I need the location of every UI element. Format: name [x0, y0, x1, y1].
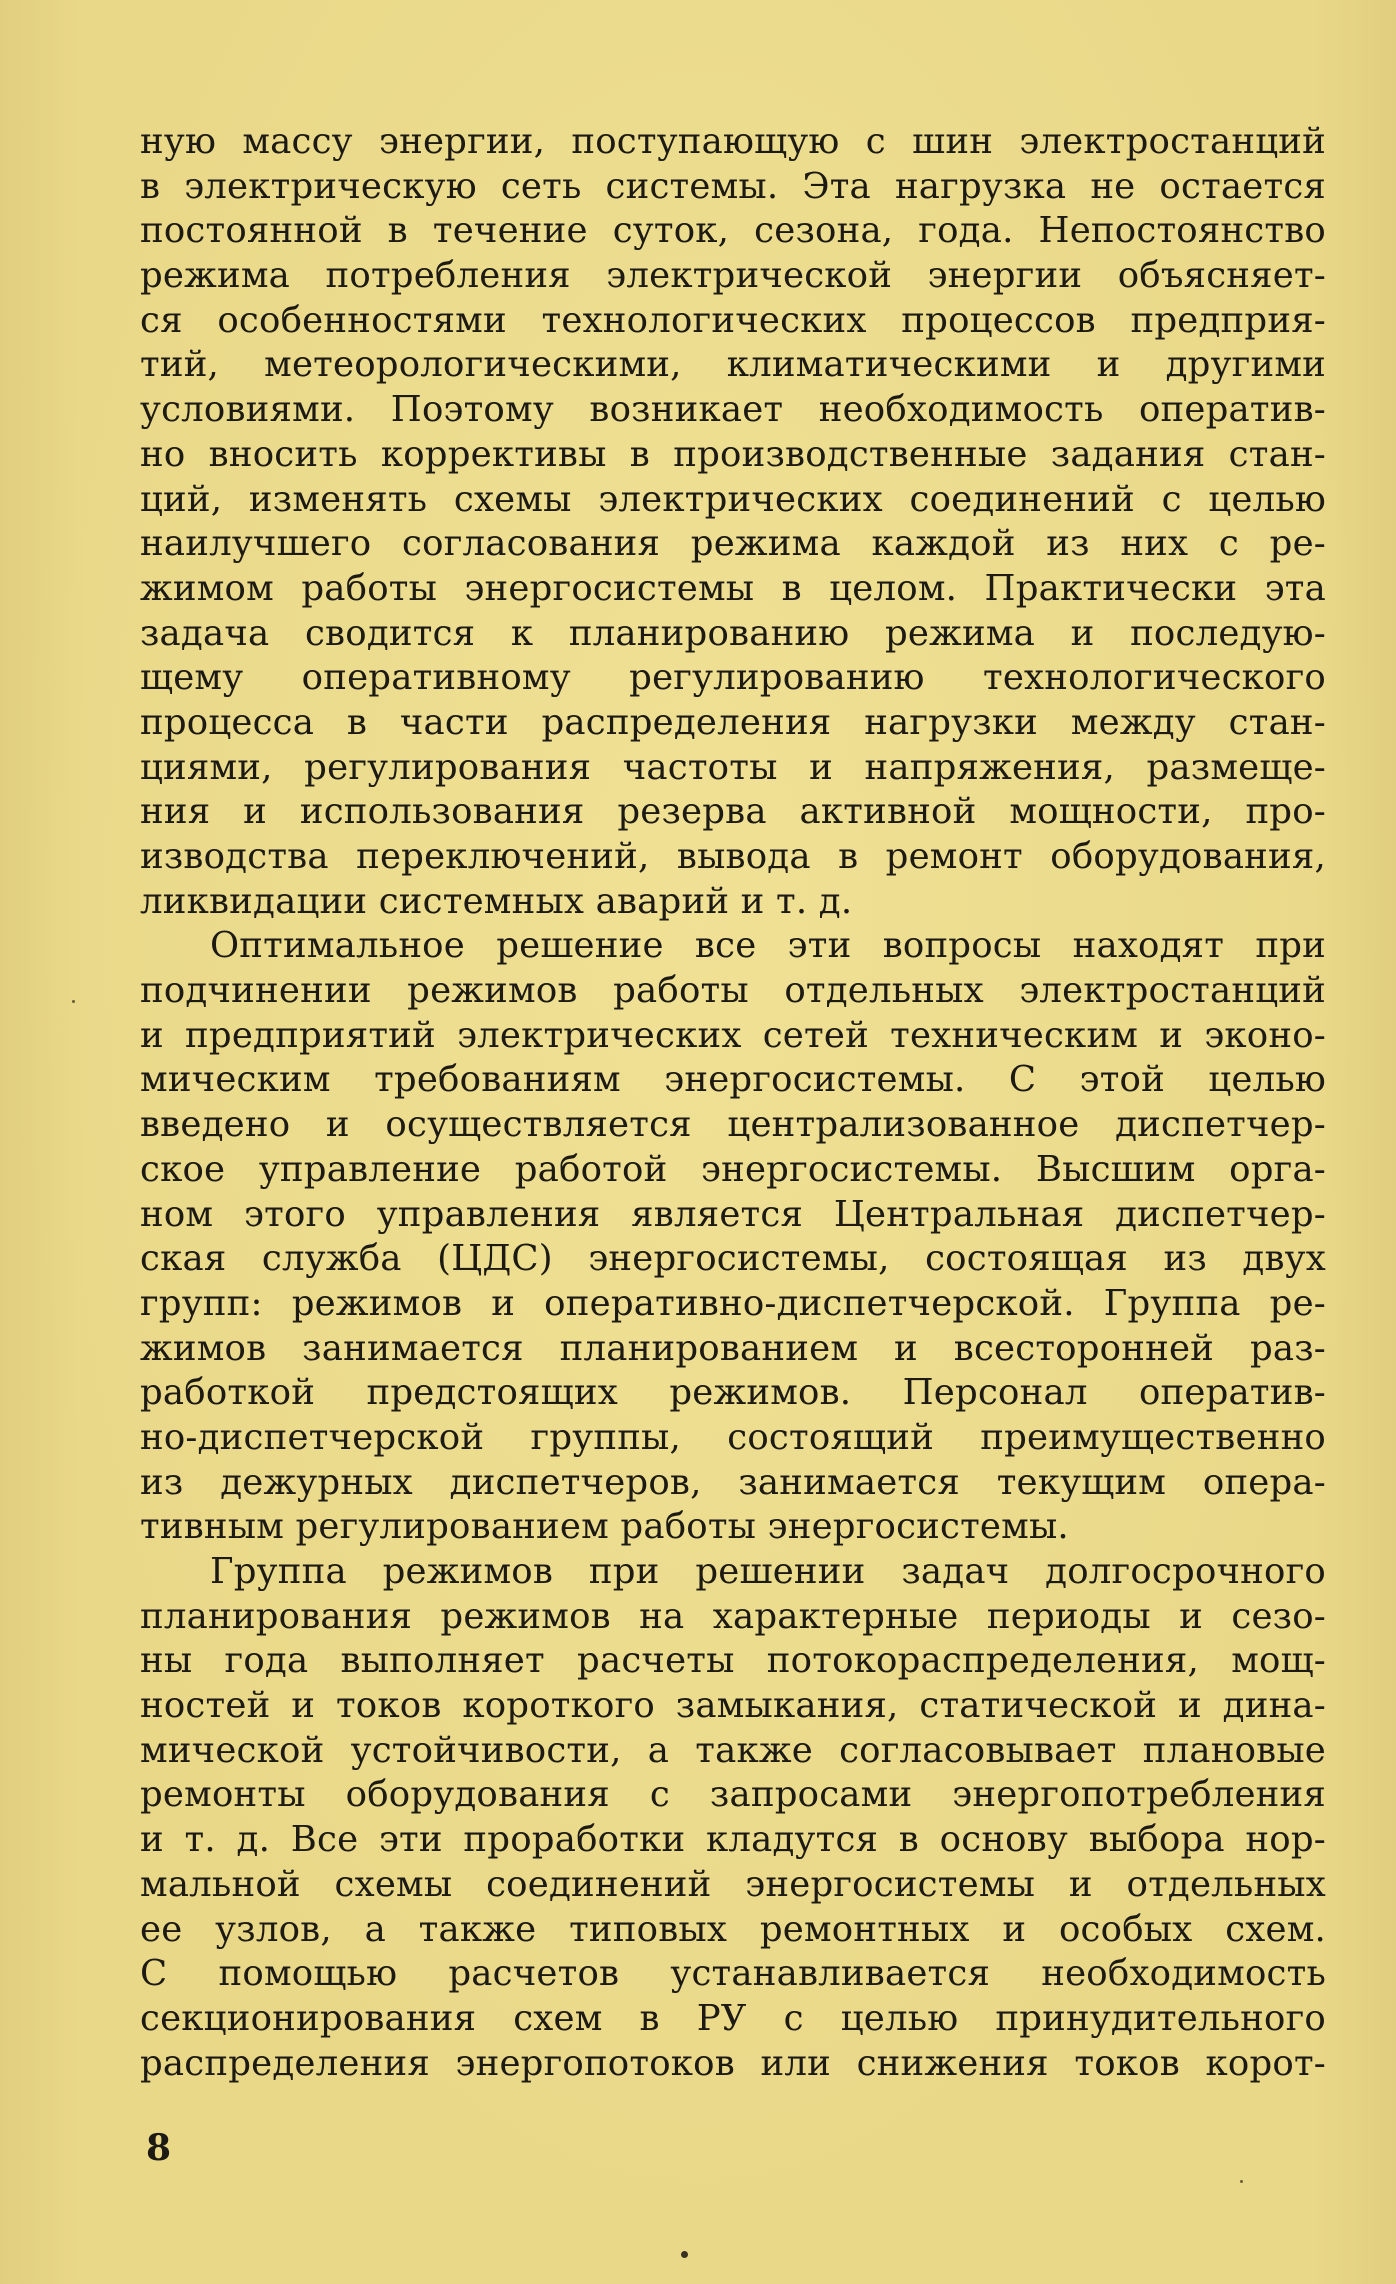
text-line: введено и осуществляется централизованное диспетчер-	[140, 1104, 1326, 1146]
text-line: наилучшего согласования режима каждой из них с ре-	[140, 523, 1326, 565]
text-line: ся особенностями технологических процессов предприя-	[140, 299, 1326, 341]
text-line: мическим требованиям энергосистемы. С этой целью	[140, 1059, 1326, 1101]
text-line: работкой предстоящих режимов. Персонал оператив-	[140, 1372, 1326, 1414]
text-line: планирования режимов на характерные периоды и сезо-	[140, 1595, 1326, 1637]
text-line: щему оперативному регулированию технологического	[140, 657, 1326, 699]
text-line: изводства переключений, вывода в ремонт оборудования,	[140, 836, 1326, 877]
text-line: жимов занимается планированием и всесторонней раз-	[140, 1327, 1326, 1369]
text-line: режима потребления электрической энергии объясняет-	[140, 255, 1326, 297]
text-line: ликвидации системных аварий и т. д.	[140, 880, 853, 922]
text-line: мической устойчивости, а также согласовывает плановые	[140, 1729, 1326, 1771]
text-line: ностей и токов короткого замыкания, статической и дина-	[140, 1685, 1326, 1727]
text-line: ны года выполняет расчеты потокораспределения, мощ-	[140, 1640, 1326, 1682]
ink-speck	[1240, 2180, 1243, 2183]
text-line: но вносить коррективы в производственные задания стан-	[140, 433, 1326, 475]
text-line: распределения энергопотоков или снижения токов корот-	[140, 2042, 1326, 2084]
text-line: Оптимальное решение все эти вопросы находят при	[210, 925, 1326, 967]
text-line: ская служба (ЦДС) энергосистемы, состоящая из двух	[140, 1238, 1326, 1280]
text-line: и т. д. Все эти проработки кладутся в основу выбора нор-	[140, 1819, 1326, 1861]
text-line: подчинении режимов работы отдельных электростанций	[140, 970, 1326, 1012]
text-line: циями, регулирования частоты и напряжения, размеще-	[140, 746, 1326, 788]
text-line: ций, изменять схемы электрических соединений с целью	[140, 478, 1326, 520]
text-line: тий, метеорологическими, климатическими и другими	[140, 344, 1326, 386]
paragraph-3	[140, 1550, 1326, 2086]
text-line: жимом работы энергосистемы в целом. Практически эта	[140, 567, 1326, 609]
text-line: задача сводится к планированию режима и последую-	[140, 612, 1326, 654]
text-line: в электрическую сеть системы. Эта нагрузка не остается	[140, 165, 1326, 207]
page-number: 8	[146, 2127, 172, 2169]
text-line: групп: режимов и оперативно-диспетчерской. Группа ре-	[140, 1282, 1326, 1324]
text-line: тивным регулированием работы энергосистемы.	[140, 1506, 1069, 1548]
text-line: С помощью расчетов устанавливается необходимость	[140, 1953, 1326, 1995]
text-line: и предприятий электрических сетей техническим и эконо-	[140, 1014, 1326, 1056]
text-line: ское управление работой энергосистемы. Высшим орга-	[140, 1148, 1326, 1190]
paragraph-2	[140, 924, 1326, 1550]
text-line: но-диспетчерской группы, состоящий преимущественно	[140, 1416, 1326, 1458]
text-line: ремонты оборудования с запросами энергопотребления	[140, 1774, 1326, 1816]
ink-speck	[72, 1000, 75, 1003]
text-line: секционирования схем в РУ с целью принудительного	[140, 1997, 1326, 2039]
text-line: постоянной в течение суток, сезона, года. Непостоянство	[140, 210, 1326, 252]
text-line: ее узлов, а также типовых ремонтных и особых схем.	[140, 1908, 1326, 1950]
paragraph-1	[140, 120, 1326, 924]
text-line: из дежурных диспетчеров, занимается текущим опера-	[140, 1461, 1326, 1503]
body-text	[140, 120, 1326, 2086]
text-line: ном этого управления является Центральная диспетчер-	[140, 1193, 1326, 1235]
text-line: процесса в части распределения нагрузки между стан-	[140, 701, 1326, 743]
text-line: ную массу энергии, поступающую с шин электростанций	[140, 121, 1326, 162]
text-line: Группа режимов при решении задач долгосрочного	[210, 1551, 1326, 1592]
text-line: условиями. Поэтому возникает необходимость оператив-	[140, 389, 1326, 431]
text-line: ния и использования резерва активной мощности, про-	[140, 791, 1326, 833]
ink-speck	[681, 2251, 688, 2258]
text-line: мальной схемы соединений энергосистемы и отдельных	[140, 1863, 1326, 1905]
